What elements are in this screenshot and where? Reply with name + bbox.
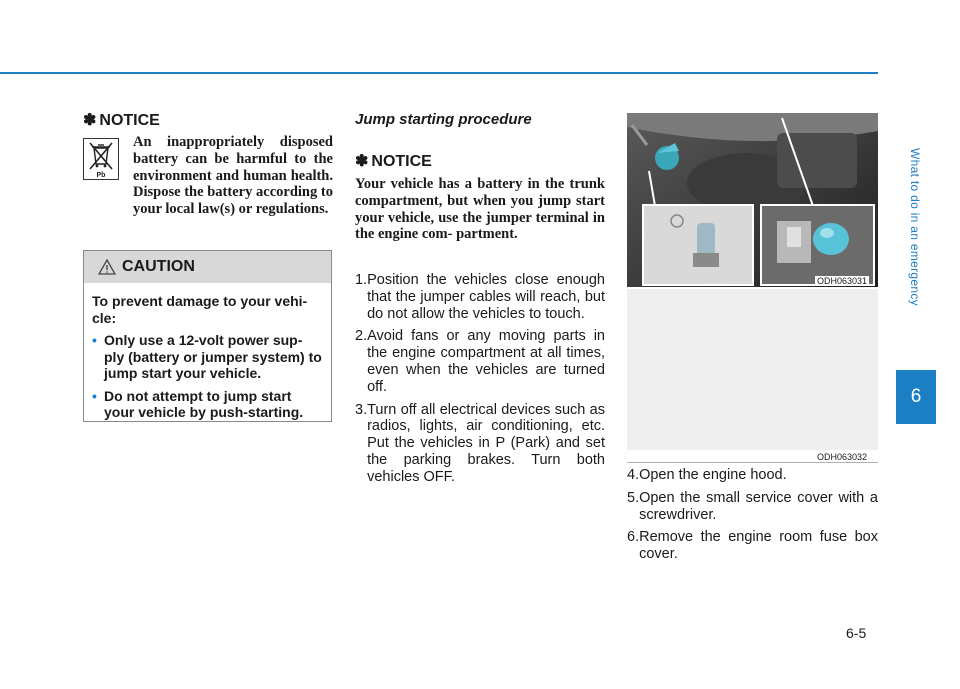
list-item xyxy=(355,402,605,486)
step-text: Open the small service cover with a screwdriver. xyxy=(639,489,878,523)
step-number: 5. xyxy=(627,489,640,506)
warning-triangle-icon xyxy=(98,259,116,275)
step-text: Position the vehicles close enough that the jumper cables will reach, but do not allow the vehicles to touch. xyxy=(367,272,605,322)
list-item xyxy=(627,529,878,563)
list-item xyxy=(355,272,605,322)
bullet-dot-icon: • xyxy=(92,332,97,348)
chapter-side-tab xyxy=(900,92,930,362)
caution-bullet xyxy=(92,388,323,421)
caution-heading: CAUTION xyxy=(122,258,195,275)
engine-compartment-photo xyxy=(627,113,878,287)
step-number: 4. xyxy=(627,467,640,483)
notice-heading xyxy=(83,110,160,130)
notice-star-icon: ✽ xyxy=(83,112,97,129)
procedure-notice-heading xyxy=(355,151,432,171)
step-text: Turn off all electrical devices such as radios, lights, air conditioning, etc. Put the vehicles in P (Park) and set the parking brakes. Turn both vehicles OFF. xyxy=(367,401,605,485)
section-title: Jump starting procedure xyxy=(355,111,532,128)
chapter-number-box xyxy=(896,370,936,424)
page-number: 6-5 xyxy=(846,625,867,641)
list-item xyxy=(355,328,605,395)
step-number: 3. xyxy=(355,401,368,418)
crossed-bin-pb-icon xyxy=(83,138,119,180)
caution-box xyxy=(83,250,332,422)
battery-icon-label: Pb xyxy=(96,172,106,179)
chapter-title: What to do in an emergency xyxy=(908,148,923,306)
procedure-notice-body: Your vehicle has a battery in the trunk compartment, but when you jump start your vehicle, use the jumper terminal in the engine com- partment. xyxy=(355,176,605,243)
step-text: Open the engine hood. xyxy=(639,467,787,483)
procedure-steps-list xyxy=(355,272,605,492)
step-number: 1. xyxy=(355,272,368,288)
caution-content xyxy=(84,283,331,421)
caution-bullet-text: Do not attempt to jump start your vehicle by push-starting. xyxy=(104,387,304,420)
caution-header xyxy=(84,251,331,283)
notice-star-icon: ✽ xyxy=(355,153,369,170)
caution-bullet xyxy=(92,332,323,382)
step-number: 6. xyxy=(627,529,640,546)
step-text: Remove the engine room fuse box cover. xyxy=(639,529,878,563)
bullet-dot-icon: • xyxy=(92,387,97,404)
list-item xyxy=(627,490,878,524)
step-text: Avoid fans or any moving parts in the engine compartment at all times, even when the vehicles are turned off. xyxy=(367,328,605,395)
caution-intro: To prevent damage to your vehi- cle: xyxy=(92,293,308,326)
figure-code: ODH063031 xyxy=(817,276,868,286)
caution-bullet-text: Only use a 12-volt power sup- ply (battery or jumper system) to jump start your vehicle. xyxy=(104,332,322,381)
header-rule xyxy=(0,72,878,74)
step-number: 2. xyxy=(355,328,368,345)
fuse-box-photo-area xyxy=(627,289,878,450)
figure-code: ODH063032 xyxy=(817,452,868,462)
engine-photo-illustration xyxy=(627,113,878,287)
chapter-number: 6 xyxy=(910,386,922,407)
list-item xyxy=(627,467,878,484)
notice-heading-text: NOTICE xyxy=(371,153,432,170)
notice-body: An inappropriately disposed battery can be harmful to the environment and human health. Dispose the battery according to your local law(s) or regulations. xyxy=(133,134,333,218)
procedure-steps-list-continued xyxy=(627,467,878,569)
notice-heading-text: NOTICE xyxy=(99,112,160,129)
figure-divider xyxy=(627,462,878,463)
